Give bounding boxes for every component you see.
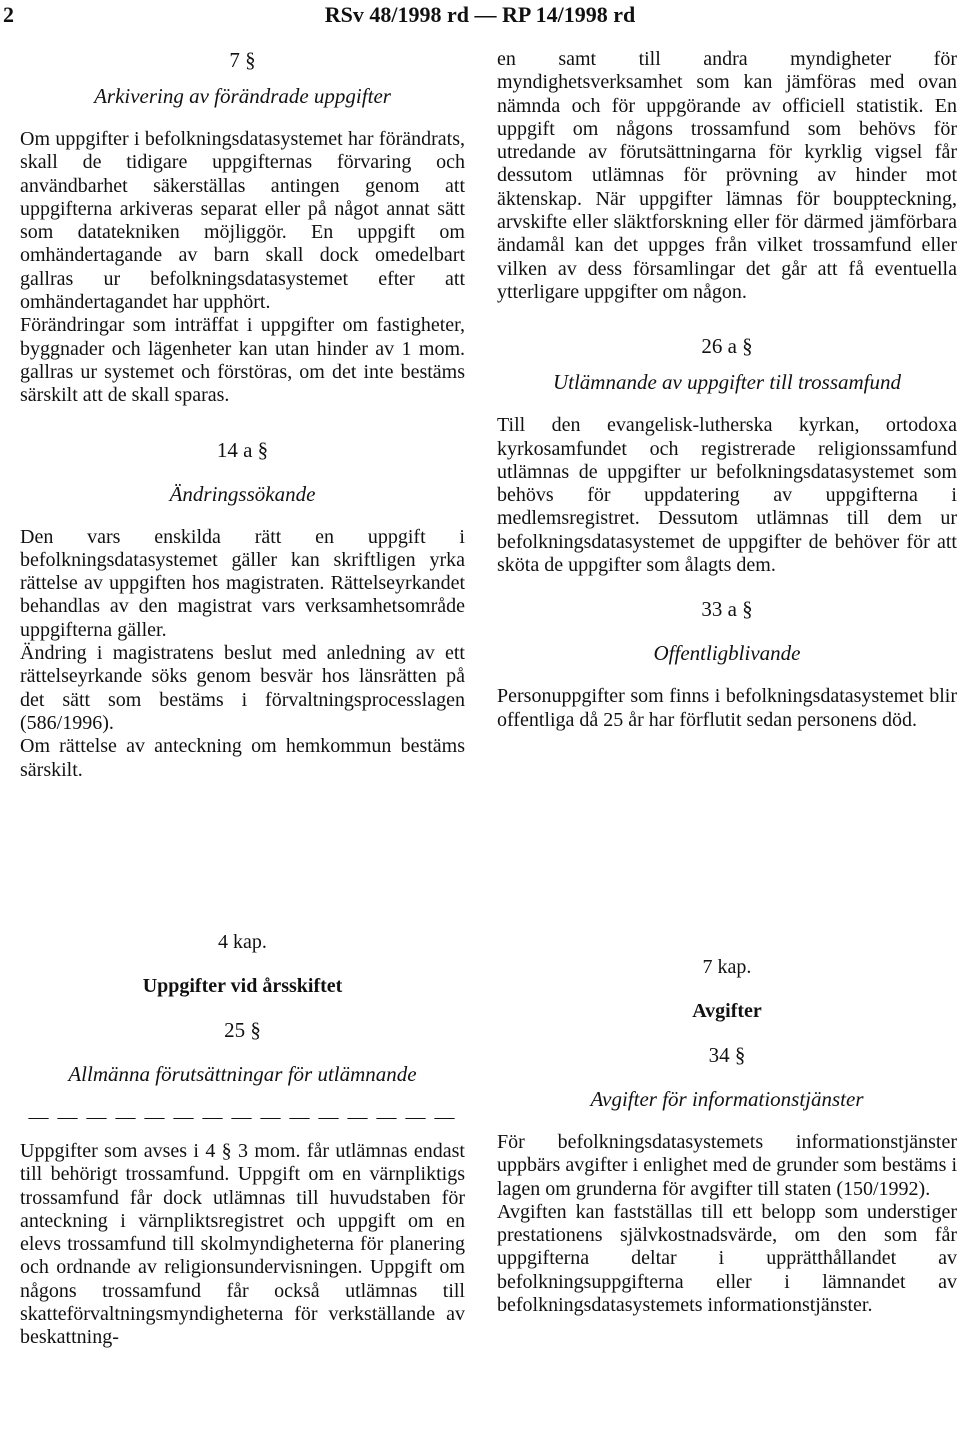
section-title: Offentligblivande bbox=[653, 641, 801, 666]
chapter-number: 4 kap. bbox=[218, 931, 267, 953]
page-number: 2 bbox=[3, 2, 14, 27]
paragraph: Till den evangelisk-lutherska kyrkan, ortodoxa kyrkosamfundet och registrerade religionssamfund utlämnas de uppgifter ur befolkningsdatasystemet som behövs för uppdatering av uppgifterna i medlemsregistret. Dessutom utlämnas till dem ur befolkningsdatasystemet de uppgifter de behöver för att sköta de uppgifter som ålagts dem. bbox=[497, 414, 957, 577]
page-header bbox=[0, 2, 960, 30]
paragraph: Förändringar som inträffat i uppgifter om fastigheter, byggnader och lägenheter kan utan hinder av 1 mom. gallras ur systemet och förstöras, om det inte bestäms särskilt att de skall sparas. bbox=[20, 314, 465, 407]
section-title: Allmänna förutsättningar för utlämnande bbox=[68, 1062, 417, 1086]
paragraph: Avgiften kan fastställas till ett belopp som understiger prestationens självkostnadsvärde, om den som får uppgifterna deltar i upprätthållandet av befolkningsuppgifterna eller i lämnandet av befolkningsdatasystemets informationstjänster. bbox=[497, 1200, 957, 1317]
section-title: Avgifter för informationstjänster bbox=[590, 1087, 864, 1111]
section-number: 26 a § bbox=[701, 334, 753, 359]
omission-marker: — — — — — — — — — — — — — — — bbox=[28, 1106, 457, 1128]
paragraph: Ändring i magistratens beslut med anledning av ett rättelseyrkande söks genom besvär hos länsrätten på det sätt som bestäms i förvaltningsprocesslagen (586/1996). bbox=[20, 642, 465, 734]
chapter-number: 7 kap. bbox=[702, 956, 752, 978]
section-number: 14 a § bbox=[216, 437, 269, 462]
section-number: 34 § bbox=[708, 1043, 746, 1067]
section-title: Ändringssökande bbox=[169, 481, 316, 506]
paragraph: Personuppgifter som finns i befolkningsdatasystemet blir offentliga då 25 år har förflutit sedan personens död. bbox=[497, 685, 957, 731]
section-number: 25 § bbox=[224, 1018, 261, 1042]
right-column-bottom bbox=[497, 955, 957, 1317]
left-column-bottom bbox=[20, 930, 465, 1350]
paragraph: Den vars enskilda rätt en uppgift i befolkningsdatasystemet gäller kan skriftligen yrka rättelse av uppgiften hos magistraten. Rättelseyrkandet behandlas av den magistrat vars verksamhetsområde uppgifterna gäller. bbox=[20, 525, 465, 641]
paragraph: en samt till andra myndigheter för myndighetsverksamhet som kan jämföras med ovan nämnda och för uppgörande av officiell statistik. En uppgift om någons trossamfund som behövs för utredande av förutsättningarna för kyrklig vigsel får dessutom utlämnas för prövning av hinder mot äktenskap. När uppgifter lämnas för bouppteckning, arvskifte eller släktforskning eller för därmed jämförbara ändamål kan det uppges från vilket trossamfund eller vilken av dess församlingar det går att få eventuella ytterligare uppgifter om någon. bbox=[497, 48, 957, 303]
paragraph: Om rättelse av anteckning om hemkommun bestäms särskilt. bbox=[20, 735, 465, 781]
left-column-top bbox=[20, 48, 465, 782]
paragraph: Om uppgifter i befolkningsdatasystemet har förändrats, skall de tidigare uppgifternas förvaring och användbarhet säkerställas antingen genom att uppgifterna arkiveras separat eller på något annat sätt som datatekniken möjliggör. En uppgift om omhändertagande av barn skall dock omedelbart gallras ur befolkningsdatasystemet efter att omhändertagandet har upphört. bbox=[20, 128, 465, 314]
running-head: RSv 48/1998 rd — RP 14/1998 rd bbox=[324, 2, 636, 27]
section-number: 7 § bbox=[229, 48, 256, 72]
paragraph: Uppgifter som avses i 4 § 3 mom. får utlämnas endast till behörigt trossamfund. Uppgift om en värnpliktigs trossamfund får dock utlämnas till huvudstaben för anteckning i värnpliktsregistret och uppgift om en elevs trossamfund till skolmyndigheterna för planering och ordnande av religionsundervisningen. Uppgift om någons trossamfund får också utlämnas till skatteförvaltningsmyndigheterna för verkställande av beskattning- bbox=[20, 1140, 465, 1349]
section-title: Arkivering av förändrade uppgifter bbox=[94, 84, 391, 108]
right-column-top bbox=[497, 48, 957, 732]
chapter-title: Avgifter bbox=[692, 1000, 762, 1022]
section-number: 33 a § bbox=[701, 597, 753, 622]
section-title: Utlämnande av uppgifter till trossamfund bbox=[552, 370, 902, 395]
paragraph: För befolkningsdatasystemets informationstjänster uppbärs avgifter i enlighet med de grunder som bestäms i lagen om grunderna för avgifter till staten (150/1992). bbox=[497, 1131, 957, 1200]
chapter-title: Uppgifter vid årsskiftet bbox=[142, 975, 343, 997]
